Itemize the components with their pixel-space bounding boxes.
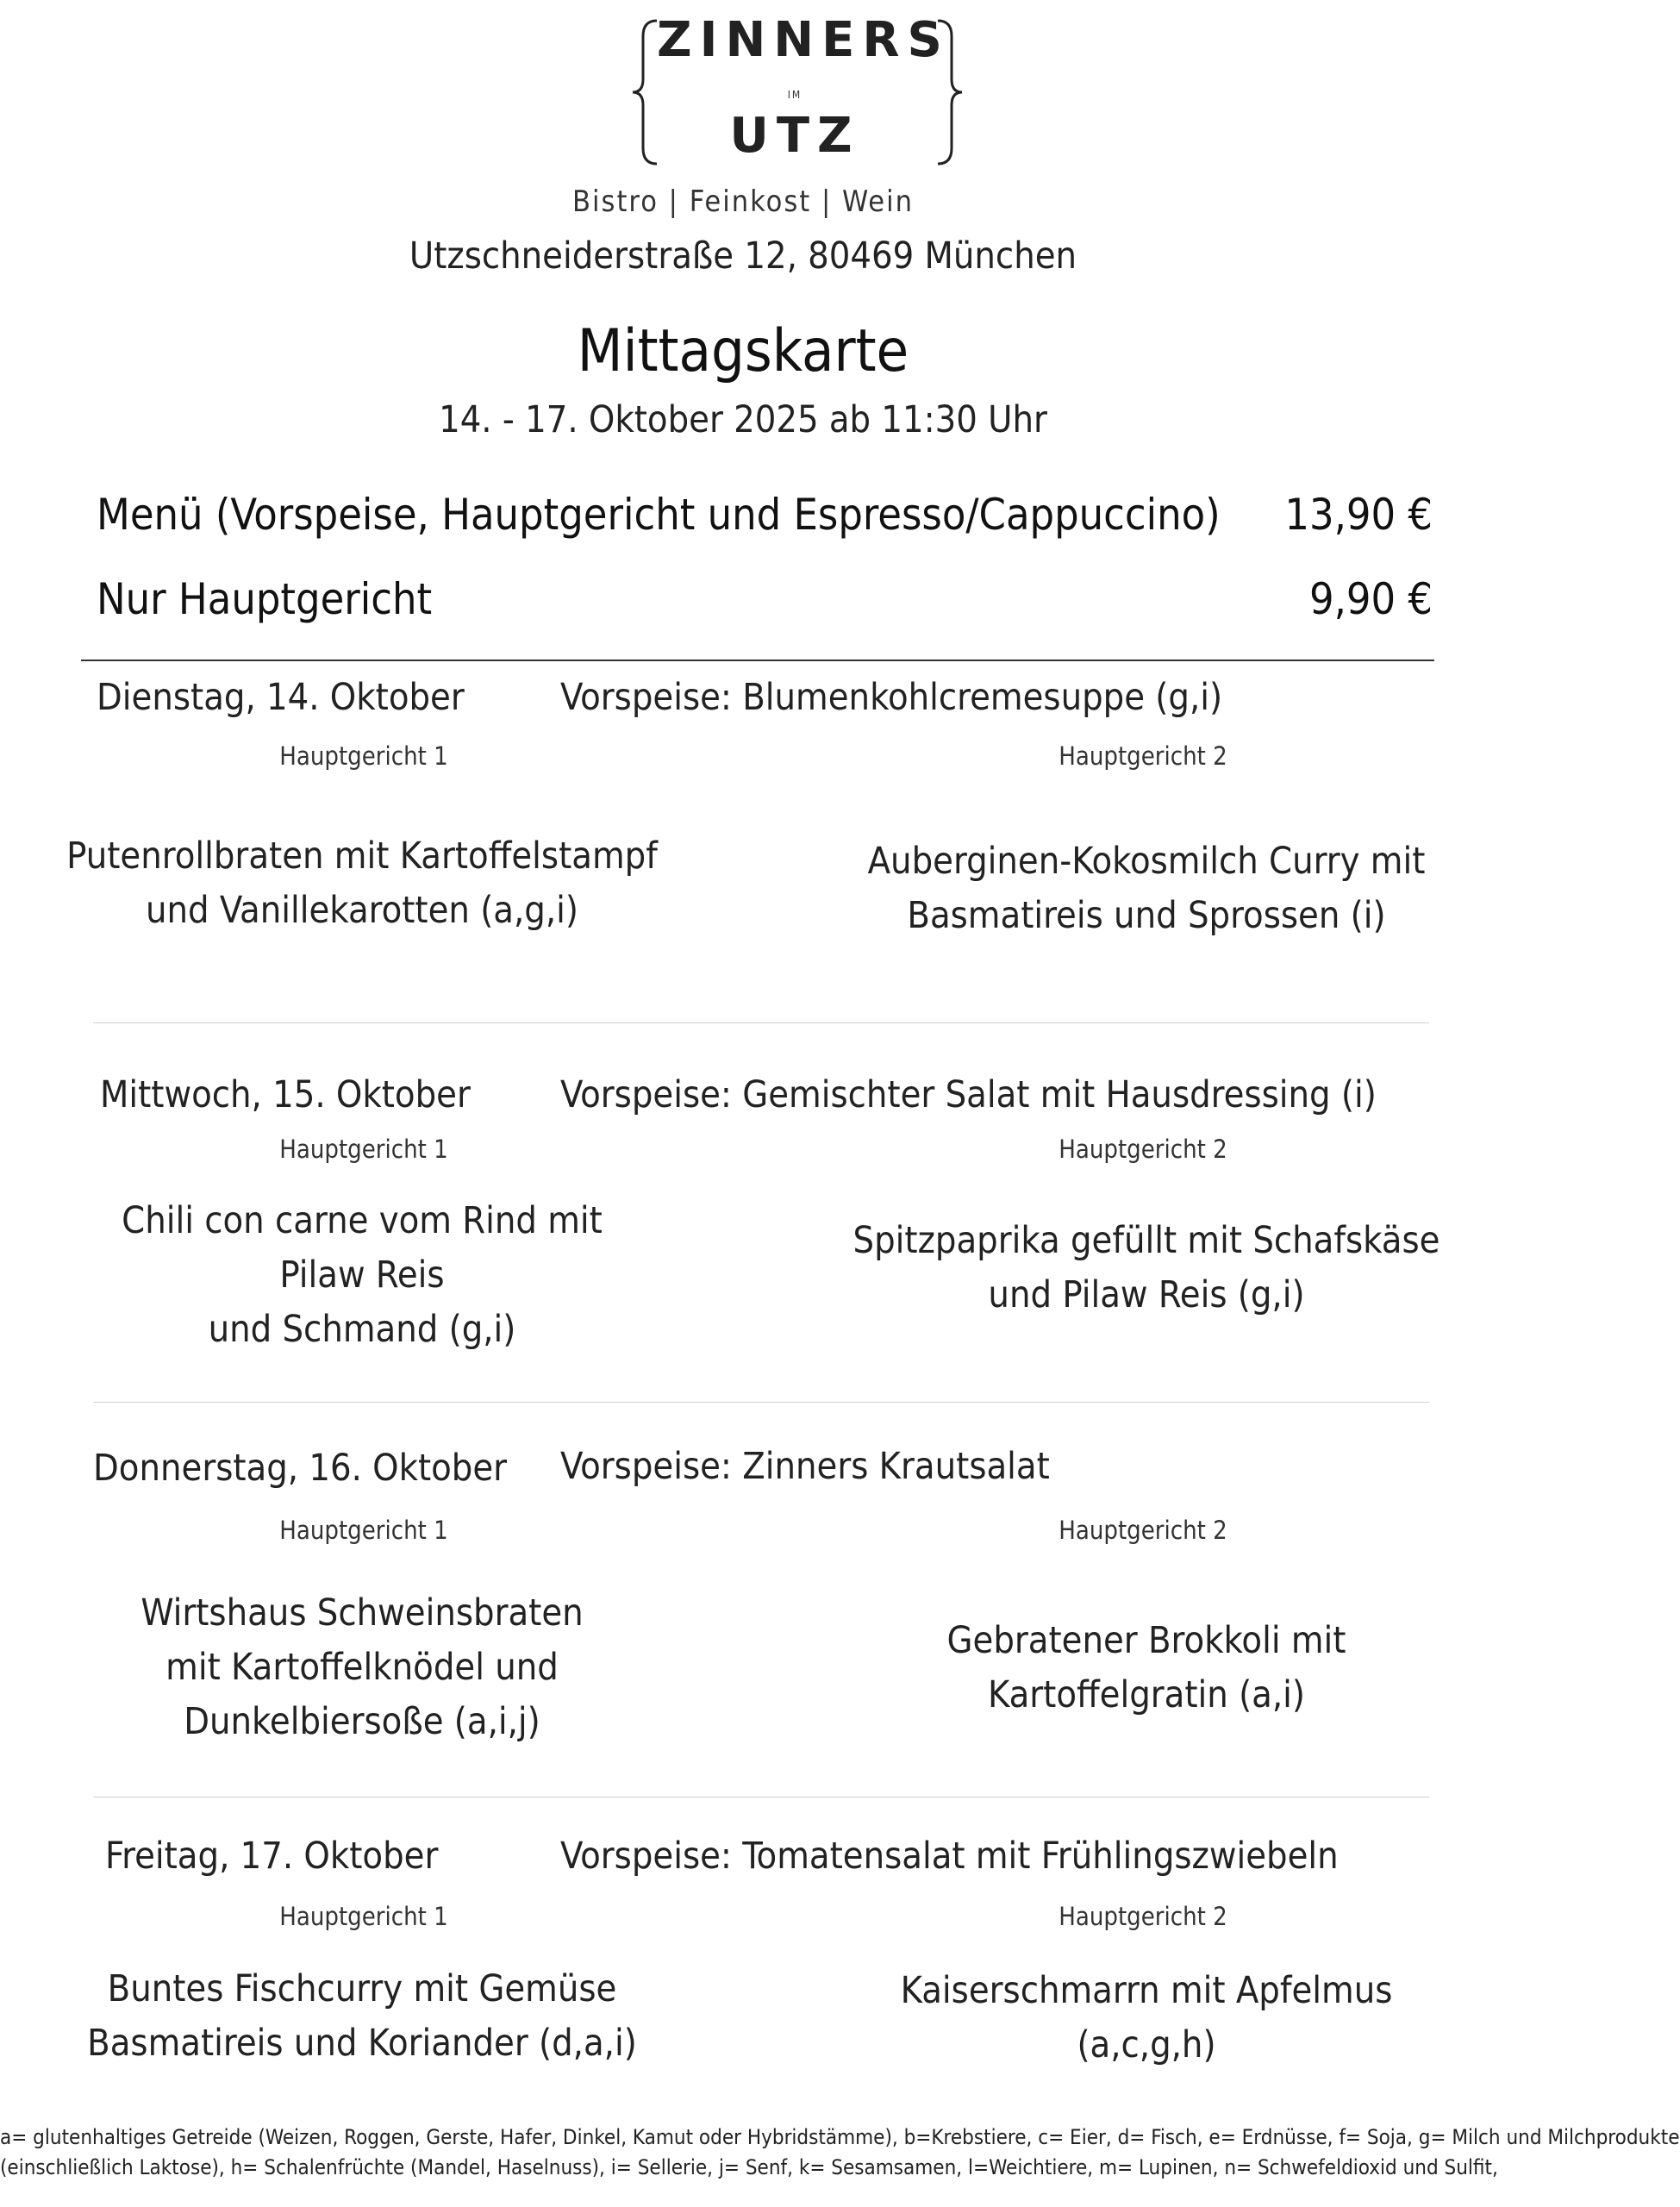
logo-text-middle: IM: [787, 89, 803, 101]
main2-friday: Kaiserschmarrn mit Apfelmus (a,c,g,h): [900, 1969, 1393, 2066]
menu-dates: 14. - 17. Oktober 2025 ab 11:30 Uhr: [439, 398, 1047, 441]
main1-thursday: Wirtshaus Schweinsbraten mit Kartoffelknödel und Dunkelbiersoße (a,i,j): [141, 1591, 584, 1743]
main2-label-tuesday: Hauptgericht 2: [1059, 741, 1227, 771]
main2-wednesday: Spitzpaprika gefüllt mit Schafskäse und Pilaw Reis (g,i): [852, 1219, 1440, 1316]
main1-label-friday: Hauptgericht 1: [279, 1902, 448, 1931]
starter-friday: Vorspeise: Tomatensalat mit Frühlingszwiebeln: [560, 1835, 1339, 1878]
main1-tuesday: Putenrollbraten mit Kartoffelstampf und Vanillekarotten (a,g,i): [66, 835, 658, 932]
main1-label-wednesday: Hauptgericht 1: [279, 1135, 448, 1164]
main1-friday: Buntes Fischcurry mit Gemüse Basmatireis und Koriander (d,a,i): [87, 1967, 637, 2065]
main2-label-thursday: Hauptgericht 2: [1059, 1516, 1227, 1545]
address: Utzschneiderstraße 12, 80469 München: [409, 234, 1077, 278]
main2-tuesday: Auberginen-Kokosmilch Curry mit Basmatireis und Sprossen (i): [867, 840, 1426, 937]
tagline: Bistro | Feinkost | Wein: [572, 184, 914, 219]
price-value-main: 9,90 €: [1308, 574, 1433, 624]
main1-label-thursday: Hauptgericht 1: [279, 1516, 448, 1545]
price-value-menu: 13,90 €: [1284, 490, 1433, 540]
day-name-tuesday: Dienstag, 14. Oktober: [97, 676, 465, 719]
day-name-thursday: Donnerstag, 16. Oktober: [93, 1447, 508, 1490]
logo-text-bottom: UTZ: [729, 108, 860, 164]
main1-wednesday: Chili con carne vom Rind mit Pilaw Reis und Schmand (g,i): [122, 1199, 603, 1351]
main2-label-friday: Hauptgericht 2: [1059, 1902, 1227, 1931]
allergen-legend-line: a= glutenhaltiges Getreide (Weizen, Roggen, Gerste, Hafer, Dinkel, Kamut oder Hybridstämme), b=Krebstiere, c= Eier, d= Fisch, e= Erdnüsse, f= Soja, g= Milch und Milchprodukte: [0, 2125, 1680, 2149]
main1-label-tuesday: Hauptgericht 1: [279, 741, 448, 771]
logo-text-top: ZINNERS: [657, 12, 950, 68]
allergen-legend: [0, 2123, 1680, 2183]
price-label-menu: Menü (Vorspeise, Hauptgericht und Espresso/Cappuccino): [97, 490, 1221, 540]
page-title: Mittagskarte: [577, 317, 909, 385]
price-label-main: Nur Hauptgericht: [97, 574, 433, 624]
starter-thursday: Vorspeise: Zinners Krautsalat: [560, 1445, 1050, 1488]
starter-tuesday: Vorspeise: Blumenkohlcremesuppe (g,i): [560, 676, 1223, 719]
day-name-wednesday: Mittwoch, 15. Oktober: [100, 1073, 471, 1116]
divider-main: [81, 660, 1434, 661]
day-name-friday: Freitag, 17. Oktober: [105, 1835, 439, 1878]
allergen-legend-line: (einschließlich Laktose), h= Schalenfrüchte (Mandel, Haselnuss), i= Sellerie, j= Senf, k= Sesamsamen, l=Weichtiere, m= Lupinen, n= Schwefeldioxid und Sulfit,: [0, 2155, 1498, 2179]
divider-day: [93, 1022, 1429, 1023]
divider-day: [93, 1402, 1429, 1403]
main2-label-wednesday: Hauptgericht 2: [1059, 1135, 1227, 1164]
starter-wednesday: Vorspeise: Gemischter Salat mit Hausdressing (i): [560, 1073, 1377, 1116]
main2-thursday: Gebratener Brokkoli mit Kartoffelgratin (a,i): [946, 1619, 1346, 1716]
